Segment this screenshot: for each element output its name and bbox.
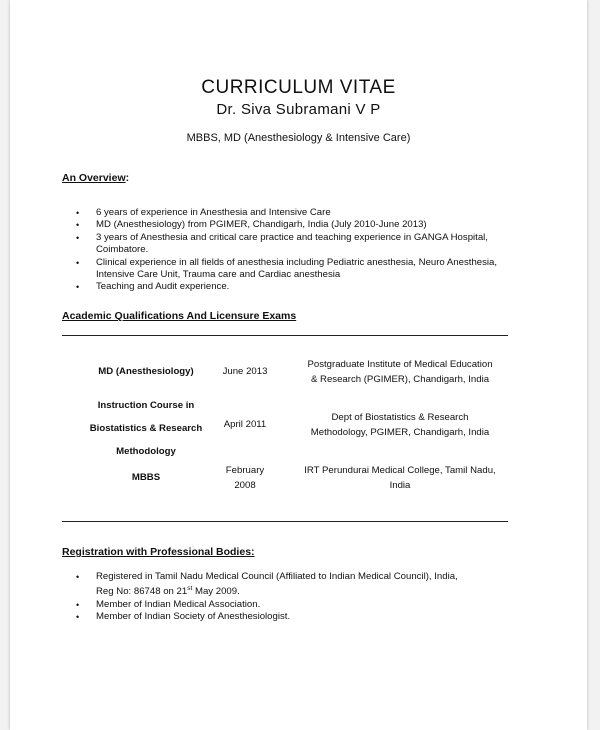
- registration-heading: Registration with Professional Bodies:: [62, 546, 255, 558]
- list-item: • Member of Indian Society of Anesthesiologist.: [76, 611, 291, 623]
- list-item: • Member of Indian Medical Association.: [76, 599, 261, 610]
- qualification-degree: Instruction Course in Biostatistics & Research Methodology: [89, 400, 203, 457]
- list-item: • Teaching and Audit experience.: [76, 281, 230, 293]
- document-title: CURRICULUM VITAE: [201, 77, 396, 98]
- list-item: • Registered in Tamil Nadu Medical Council (Affiliated to Indian Medical Council), India, Reg No: 86748 on 21st May 2009.: [76, 571, 458, 598]
- bullet-icon: •: [76, 600, 80, 610]
- qualification-date: June 2013: [222, 366, 268, 377]
- academic-heading: Academic Qualifications And Licensure Exams: [62, 310, 297, 322]
- bullet-icon: •: [76, 257, 80, 268]
- qualification-institution: Dept of Biostatistics & Research Methodology, PGIMER, Chandigarh, India: [310, 412, 490, 438]
- bullet-icon: •: [76, 220, 80, 231]
- overview-heading: [62, 172, 129, 184]
- list-item: • Clinical experience in all fields of anesthesia including Pediatric anesthesia, Neuro Anesthesia, Intensive Care Unit, Trauma care and Cardiac anesthesia: [76, 256, 498, 281]
- bullet-icon: •: [76, 282, 80, 293]
- table-bottom-rule: [62, 521, 508, 522]
- overview-heading-colon: :: [125, 172, 130, 184]
- list-item: • MD (Anesthesiology) from PGIMER, Chandigarh, India (July 2010-June 2013): [76, 219, 427, 231]
- bullet-icon: •: [76, 612, 80, 623]
- bullet-icon: •: [76, 232, 80, 243]
- qualification-institution: IRT Perundurai Medical College, Tamil Nadu, India: [304, 465, 496, 491]
- candidate-name: Dr. Siva Subramani V P: [216, 101, 381, 118]
- bullet-icon: •: [76, 208, 80, 218]
- document-page: [10, 0, 587, 730]
- qualification-degree: MD (Anesthesiology): [98, 366, 194, 377]
- list-item: • 6 years of experience in Anesthesia and Intensive Care: [76, 207, 331, 218]
- qualification-date: April 2011: [223, 419, 267, 430]
- qualification-degree: MBBS: [131, 472, 161, 483]
- qualification-date: February 2008: [225, 465, 265, 491]
- table-top-rule: [62, 335, 508, 336]
- candidate-degree: MBBS, MD (Anesthesiology & Intensive Care): [186, 132, 411, 144]
- overview-list: [62, 207, 532, 294]
- overview-heading-text: An Overview: [62, 172, 126, 184]
- bullet-icon: •: [76, 572, 80, 582]
- registration-list: [62, 571, 532, 624]
- qualification-institution: Postgraduate Institute of Medical Education & Research (PGIMER), Chandigarh, India: [307, 359, 493, 385]
- list-item: • 3 years of Anesthesia and critical care practice and teaching experience in GANGA Hospital, Coimbatore.: [76, 231, 488, 256]
